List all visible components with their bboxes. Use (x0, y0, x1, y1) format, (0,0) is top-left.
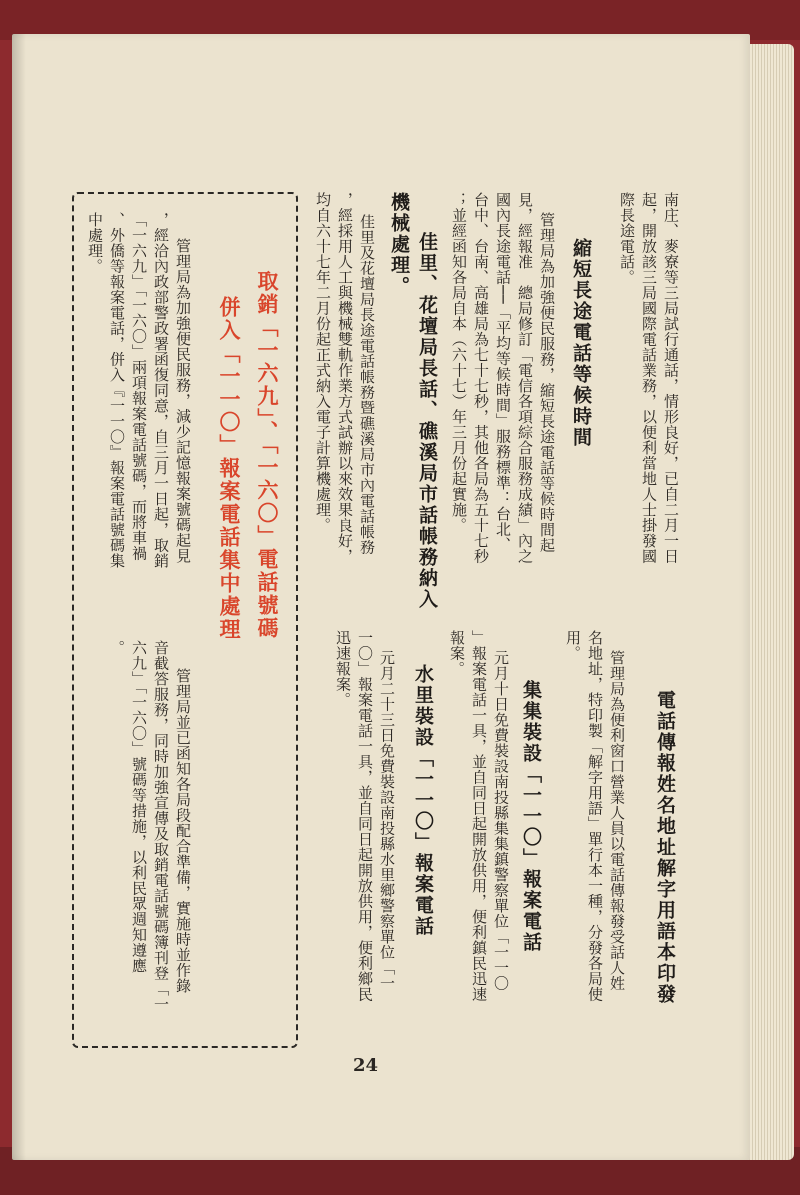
paragraph-line: 迅速報案。 (334, 630, 352, 708)
paragraph-line: 管理局為便利窗口營業人員以電話傳報發受話人姓 (608, 650, 626, 991)
article-heading-shuili: 水里裝設「一一〇」報案電話 (412, 664, 434, 937)
page-gutter-shadow (12, 34, 26, 1160)
paragraph-line: 國內長途電話──「平均等候時間」服務標準：台北、 (494, 192, 512, 553)
paragraph-line: 一〇」報案電話一具，並自同日起開放供用，便利鄉民 (356, 630, 374, 1002)
article-heading-jiji: 集集裝設「一一〇」報案電話 (520, 680, 542, 953)
paragraph-line: 見，經報准 總局修訂「電信各項綜合服務成績」內之 (516, 192, 534, 564)
article-heading-billing: 佳里、花壇局長話、礁溪局市話帳務納入 (416, 232, 438, 610)
paragraph-line: 。 (108, 640, 126, 656)
paragraph-line: 報案。 (448, 630, 466, 677)
paragraph-line: 」報案電話一具，並自同日起開放供用，便利鎮民迅速 (470, 630, 488, 1002)
boxed-notice-title: 取銷「一六九」、「一六〇」電話號碼 (255, 270, 279, 640)
paragraph-line: 元月二十三日免費裝設南投縣水里鄉警察單位「一 (378, 650, 396, 991)
article-heading-billing: 機械處理。 (388, 192, 410, 297)
paragraph-line: 佳里及花壇局長途電話帳務暨礁溪局市內電話帳務 (358, 214, 376, 555)
paragraph-line: 六九」「一六〇」號碼等措施，以利民眾週知遵應 (130, 640, 148, 974)
paragraph-line: 「一六九」「一六〇」兩項報案電話號碼，而將車禍 (130, 212, 148, 561)
article-heading-glossary: 電話傳報姓名地址解字用語本印發 (654, 690, 676, 1005)
page-number: 24 (353, 1055, 379, 1076)
paragraph-line: 用。 (564, 630, 582, 661)
paragraph-line: ；並經函知各局自本（六十七）年三月份起實施。 (450, 192, 468, 533)
paragraph-line: 元月十日免費裝設南投縣集集鎮警察單位「一一〇 (492, 650, 510, 991)
paragraph-line: 中處理。 (86, 212, 104, 274)
paragraph-line: 起，開放該三局國際電話業務，以便利當地人士掛發國 (640, 192, 658, 564)
paragraph-line: ，經洽內政部警政署函復同意，自三月一日起，取銷 (152, 212, 170, 569)
paragraph-line: 管理局為加強便民服務，縮短長途電話等候時間起 (538, 212, 556, 553)
boxed-notice-title: 併入「一一〇」報案電話集中處理 (217, 296, 241, 641)
paragraph-line: ，經採用人工與機械雙軌作業方式試辦以來效果良好， (336, 192, 354, 564)
paragraph-line: 際長途電話。 (618, 192, 636, 285)
paragraph-line: 均自六十七年二月份起正式納入電子計算機處理。 (314, 192, 332, 533)
paragraph-line: 音截答服務，同時加強宣傳及取銷電話號碼簿刊登「一 (152, 640, 170, 1012)
paragraph-line: 台中、台南、高雄局為七十七秒，其他各局為五十七秒 (472, 192, 490, 564)
paragraph-line: 、外僑等報案電話，併入『一一〇』報案電話號碼集 (108, 212, 126, 569)
paragraph-line: 南庄、麥寮等三局試行通話，情形良好，已自二月一日 (662, 192, 680, 564)
article-heading-short-wait: 縮短長途電話等候時間 (570, 238, 592, 448)
paragraph-line: 管理局為加強便民服務，減少記憶報案號碼起見 (174, 238, 192, 564)
paragraph-line: 管理局並已函知各局段配合準備，實施時並作錄 (174, 668, 192, 994)
paragraph-line: 名地址，特印製「解字用語」單行本一種，分發各局使 (586, 630, 604, 1002)
